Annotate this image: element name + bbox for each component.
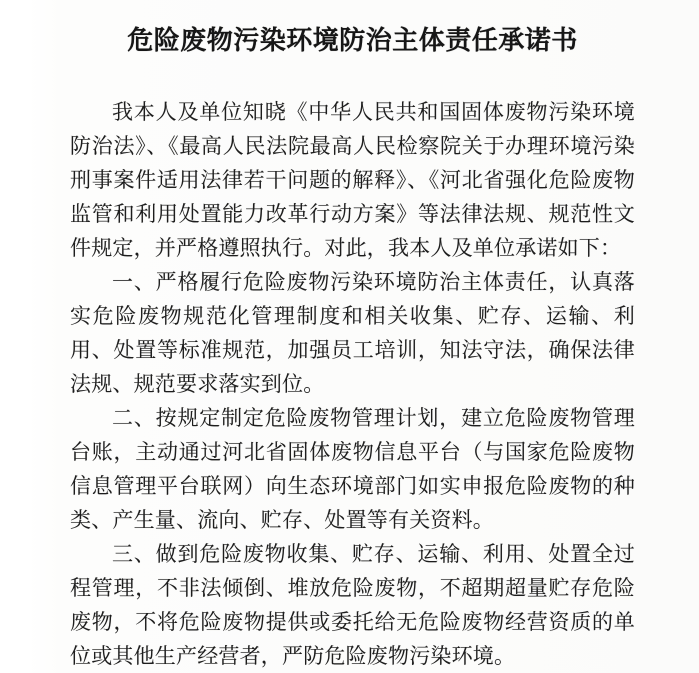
paragraph-item-2: 二、按规定制定危险废物管理计划，建立危险废物管理台账，主动通过河北省固体废物信息平台（与国家危险废物信息管理平台联网）向生态环境部门如实申报危险废物的种类、产生量、流向、贮存、处置等有关资料。 (70, 406, 635, 532)
document-body (70, 95, 635, 673)
paragraph-intro: 我本人及单位知晓《中华人民共和国固体废物污染环境防治法》、《最高人民法院最高人民检察院关于办理环境污染刑事案件适用法律若干问题的解释》、《河北省强化危险废物监管和利用处置能力改革行动方案》等法律法规、规范性文件规定，并严格遵照执行。对此，我本人及单位承诺如下： (70, 100, 635, 260)
paragraph-item-3: 三、做到危险废物收集、贮存、运输、利用、处置全过程管理，不非法倾倒、堆放危险废物，不超期超量贮存危险废物，不将危险废物提供或委托给无危险废物经营资质的单位或其他生产经营者，严防危险废物污染环境。 (70, 542, 635, 668)
paragraph-item-1: 一、严格履行危险废物污染环境防治主体责任，认真落实危险废物规范化管理制度和相关收集、贮存、运输、利用、处置等标准规范，加强员工培训，知法守法，确保法律法规、规范要求落实到位。 (70, 270, 635, 396)
document-title: 危险废物污染环境防治主体责任承诺书 (127, 26, 578, 55)
